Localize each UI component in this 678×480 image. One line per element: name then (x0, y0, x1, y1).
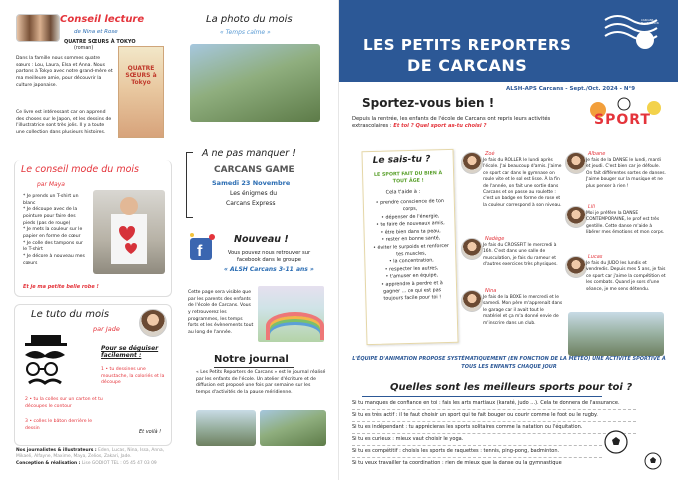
tuto-step: 1 • tu dessines une moustache, la coloriés et la découpe (101, 367, 165, 386)
list-item: • rester en bonne santé, (381, 236, 441, 243)
author-photo (139, 309, 167, 337)
sport-question: Et toi ? Quel sport as-tu choisi ? (393, 123, 487, 130)
sport-title: Sportez-vous bien ! (362, 96, 495, 110)
soccer-ball-icon (604, 430, 628, 454)
list-item: • la concentration, (388, 258, 434, 265)
mode-footer: Et je ma petite belle robe ! (23, 284, 99, 290)
svg-text:f: f (197, 243, 203, 260)
list-item: • être bien dans ta peau, (380, 228, 441, 236)
book-summary: Dans la famille nous sommes quatre sœurs : Lou, Laura, Elsa et Anna. Nous partons à Tokyo avec notre grand-mère et ma meilleure amie, pour découvrir la culture japonaise. (16, 56, 113, 88)
quiz-item: Si tu es très actif : il te faut choisir un sport qui te fait bouger ou courir comme le foot ou le rugby. (352, 412, 598, 418)
book-cover-title: QUATRE SŒURS à Tokyo (125, 65, 157, 86)
facebook-icon (188, 232, 216, 264)
kid-photo (565, 206, 587, 228)
event-date: Samedi 23 Novembre (212, 179, 291, 187)
quiz-item: Si tu es indépendant : tu apprécieras les sports solitaires comme la natation ou l'équitation. (352, 424, 583, 430)
soccer-ball-icon (644, 452, 662, 470)
nouveau-box (186, 228, 328, 346)
credits-conception-label: Conception & réalisation : (16, 460, 81, 466)
quiz-item: Si tu es compétitif : choisis les sports de raquettes : tennis, ping-pong, badminton. (352, 448, 560, 454)
section-author (37, 181, 65, 188)
facebook-group: « ALSH Carcans 3-11 ans » (224, 266, 314, 273)
carcans-logo (601, 10, 661, 52)
divider (352, 445, 602, 446)
credits (16, 448, 174, 467)
list-item: • dépenser de l'énergie, (381, 214, 440, 221)
kid-name: Nadège (485, 236, 505, 242)
list-item: • apprendre à perdre et à gagner ... ce qui est pas toujours facile pour toi ! (381, 280, 443, 303)
kid-photo (461, 152, 483, 174)
le-sais-tu-lead: Cela t'aide à : (385, 188, 421, 196)
book-cover (118, 46, 164, 138)
heart-shirt-photo (93, 190, 165, 274)
le-sais-tu-list (372, 198, 451, 304)
kid-text: Je fais du ROLLER le lundi après l'école. J'ai beaucoup d'amis. J'aime ce sport car dans le gymnase on roule vite et le sol est lisse. À la fin de l'année, on fait une sortie dans Carcans et on passe au roulette : c'est un badge en forme de rose et la couleur correspond à son niveau. (483, 158, 562, 208)
left-bracket (186, 152, 193, 218)
section-title: A ne pas manquer ! (202, 148, 296, 159)
book-genre: (roman) (74, 46, 94, 51)
event-line: Carcans Express (226, 200, 276, 207)
mode-photo (93, 190, 165, 274)
wave-logo-icon (601, 10, 661, 52)
header-band (339, 0, 678, 82)
equipe-banner: L'ÉQUIPE D'ANIMATION PROPOSE SYSTÉMATIQUEMENT (EN FONCTION DE LA MÉTÉO) UNE ACTIVITÉ SPORTIVE À TOUS LES ENFANTS CHAQUE JOUR (352, 356, 666, 370)
kid-text: Moi je préfère la DANSE CONTEMPORAINE, le prof est très gentille. Cette danse m'aide à libérer mes émotions et mon corps. (586, 211, 665, 236)
sport-badge-text: SPORT (594, 112, 651, 128)
quiz-title: Quelles sont les meilleurs sports pour toi ? (390, 382, 633, 393)
conseil-mode-box (14, 160, 172, 297)
carcans-poster (258, 286, 324, 342)
kid-photo (461, 290, 483, 312)
quiz-item: Si tu veux travailler ta coordination : rien de mieux que la danse ou la gymnastique (352, 460, 562, 466)
sports-field-photo (568, 312, 664, 356)
mode-step: * Je prends un T-shirt un blanc (23, 194, 79, 206)
journal-group-photo (196, 410, 256, 446)
issue-line: ALSH-APS Carcans - Sept./Oct. 2024 - N°9 (506, 86, 636, 92)
disguise-drawings (21, 333, 81, 391)
mode-steps (23, 194, 87, 267)
tuto-box (14, 304, 172, 446)
le-sais-tu-sub: LE SPORT FAIT DU BIEN À TOUT ÂGE ! (373, 171, 443, 185)
kid-name: Lili (588, 204, 595, 210)
sport-badge (584, 96, 668, 142)
kid-photo (461, 238, 483, 260)
credits-journalists (16, 448, 174, 461)
divider (352, 421, 636, 422)
author-photo (16, 14, 60, 42)
masthead-line1: LES PETITS REPORTERS (363, 36, 572, 54)
credits-journalists-label: Nos journalistes & illustrateurs : (16, 448, 97, 453)
quiz-item: Si tu es curieux : mieux vaut choisir le yoga. (352, 436, 464, 442)
mode-step: * Je mets la couleur sur le papier en forme de cœur (23, 227, 83, 239)
kid-name: Nina (485, 288, 497, 294)
mode-step: * Je décore à nouveau mes cœurs (23, 253, 85, 266)
tuto-step: 3 • colles le bâton derrière le dessin (25, 419, 93, 431)
section-author (93, 325, 120, 333)
author-name: par Maya (37, 181, 65, 188)
kid-name: Lucas (588, 254, 603, 260)
logo-text: CARCANS MAUBUISSON (641, 19, 659, 25)
le-sais-tu-box (361, 149, 458, 345)
nouveau-intro: Vous pouvez nous retrouver sur facebook dans le groupe (227, 250, 311, 264)
nouveau-text: Cette page sera visible que par les parents des enfants de l'école de Carcans. Vous y retrouverez les programmes, les temps forts et les évènements tout au long de l'année. (188, 290, 254, 335)
section-title: Le tuto du mois (31, 309, 110, 320)
kid-text: Je fais du CROSSFIT le mercredi à 16h. C'est dans une salle de musculation, je fais du rameur et d'autres exercices très physiques. (483, 243, 558, 268)
tuto-heading: Pour se déguiser facilement : (101, 345, 159, 359)
section-title: Conseil lecture (60, 14, 145, 25)
book-review: Ce livre est intéressant car on apprend des choses sur le Japon, et les dessins de l'illustratrice sont très jolis. Il y a toute une collection dans plusieurs histoires. (16, 110, 112, 135)
kid-photo (565, 256, 587, 278)
list-item: • t'amuser en équipe, (385, 273, 439, 280)
kid-text: Je fais de la BOXE le mercredi et le samedi. Mon père m'apprenait dans le garage car il avait tout le matériel et ça m'a donné envie de m'inscrire dans un club. (483, 295, 563, 326)
quiz-item: Si tu manques de confiance en toi : fais les arts martiaux (karaté, judo ...). Cela te donnera de l'assurance. (352, 400, 620, 406)
list-item: • prendre conscience de ton corps, (375, 199, 444, 213)
section-author: de Nina et Rose (74, 29, 118, 35)
journal-text: « Les Petits Reporters de Carcans » est le journal réalisé par les enfants de l'école. Un atelier d'écriture et de diffusion est proposé une fois par semaine sur les temps d'activités de la pause méridienne. (196, 370, 326, 395)
author-name: par Jade (93, 325, 120, 333)
section-title: Nouveau ! (234, 234, 289, 245)
section-title: Le sais-tu ? (372, 154, 431, 166)
tuto-step: 2 • tu la colles sur un carton et tu découpes le contour (25, 397, 103, 409)
kid-text: Je fais de la DANSE le lundi, mardi et jeudi. C'est bien car je défoule. On fait différentes sortes de danses. J'aime bouger sur la musique et ne plus penser à rien ! (586, 158, 666, 189)
credits-conception (16, 461, 174, 467)
mode-step: * Je colle des tampons sur le T-shirt (23, 240, 83, 253)
divider (352, 457, 602, 458)
photo-temps-calme (190, 44, 320, 122)
credits-conception-value: Lise GODIOT TEL : 05 45 47 03 09 (81, 460, 157, 466)
event-title: CARCANS GAME (214, 165, 295, 175)
kid-text: Je fais du JUDO les lundis et vendredis. Depuis mes 5 ans, je fais ce sport car j'aime la compétition et les combats. Quand je sors d'une séance, je me sens détendu. (586, 261, 666, 292)
photo-caption: « Temps calme » (220, 29, 271, 36)
list-item: • respecter les autres, (384, 266, 439, 273)
photo-du-mois-box (180, 12, 328, 130)
masthead-line2: DE CARCANS (407, 56, 528, 75)
divider (352, 433, 636, 434)
kid-name: Zoé (485, 151, 495, 157)
section-title: Le conseil mode du mois (21, 164, 139, 175)
a-ne-pas-manquer-box (186, 148, 328, 220)
list-item: • éviter le surpoids et renforcer tes muscles, (373, 243, 449, 258)
journal-class-photo (260, 410, 326, 446)
book-title: QUATRE SŒURS À TOKYO (64, 39, 136, 45)
mode-step: * Je découpe avec de la pointure pour faire des pieds (pas de rouge) (23, 207, 78, 226)
credits-journalists-names: Eden, Lucas, Nina, Issa, Anna, Mikaeli, Alfayne, Maxime, Maya, Zelios, Zakari, Jade. (16, 448, 165, 460)
kid-name: Albane (588, 151, 606, 157)
list-item: • te faire de nouveaux amis, (376, 221, 445, 229)
quiz-underline (362, 396, 602, 397)
divider (352, 409, 636, 410)
tuto-end: Et voilà ! (139, 429, 162, 435)
section-title: Notre journal (214, 354, 289, 365)
kid-photo (565, 152, 587, 174)
journal-box (186, 346, 328, 446)
section-title: La photo du mois (206, 14, 293, 25)
sport-intro (352, 116, 578, 131)
event-line: Les énigmes du (230, 190, 278, 197)
sport-intro-text: Depuis la rentrée, les enfants de l'école de Carcans ont repris leurs activités extrascolaires : (352, 116, 551, 130)
rainbow-drawing (266, 312, 324, 340)
underline (214, 367, 294, 368)
